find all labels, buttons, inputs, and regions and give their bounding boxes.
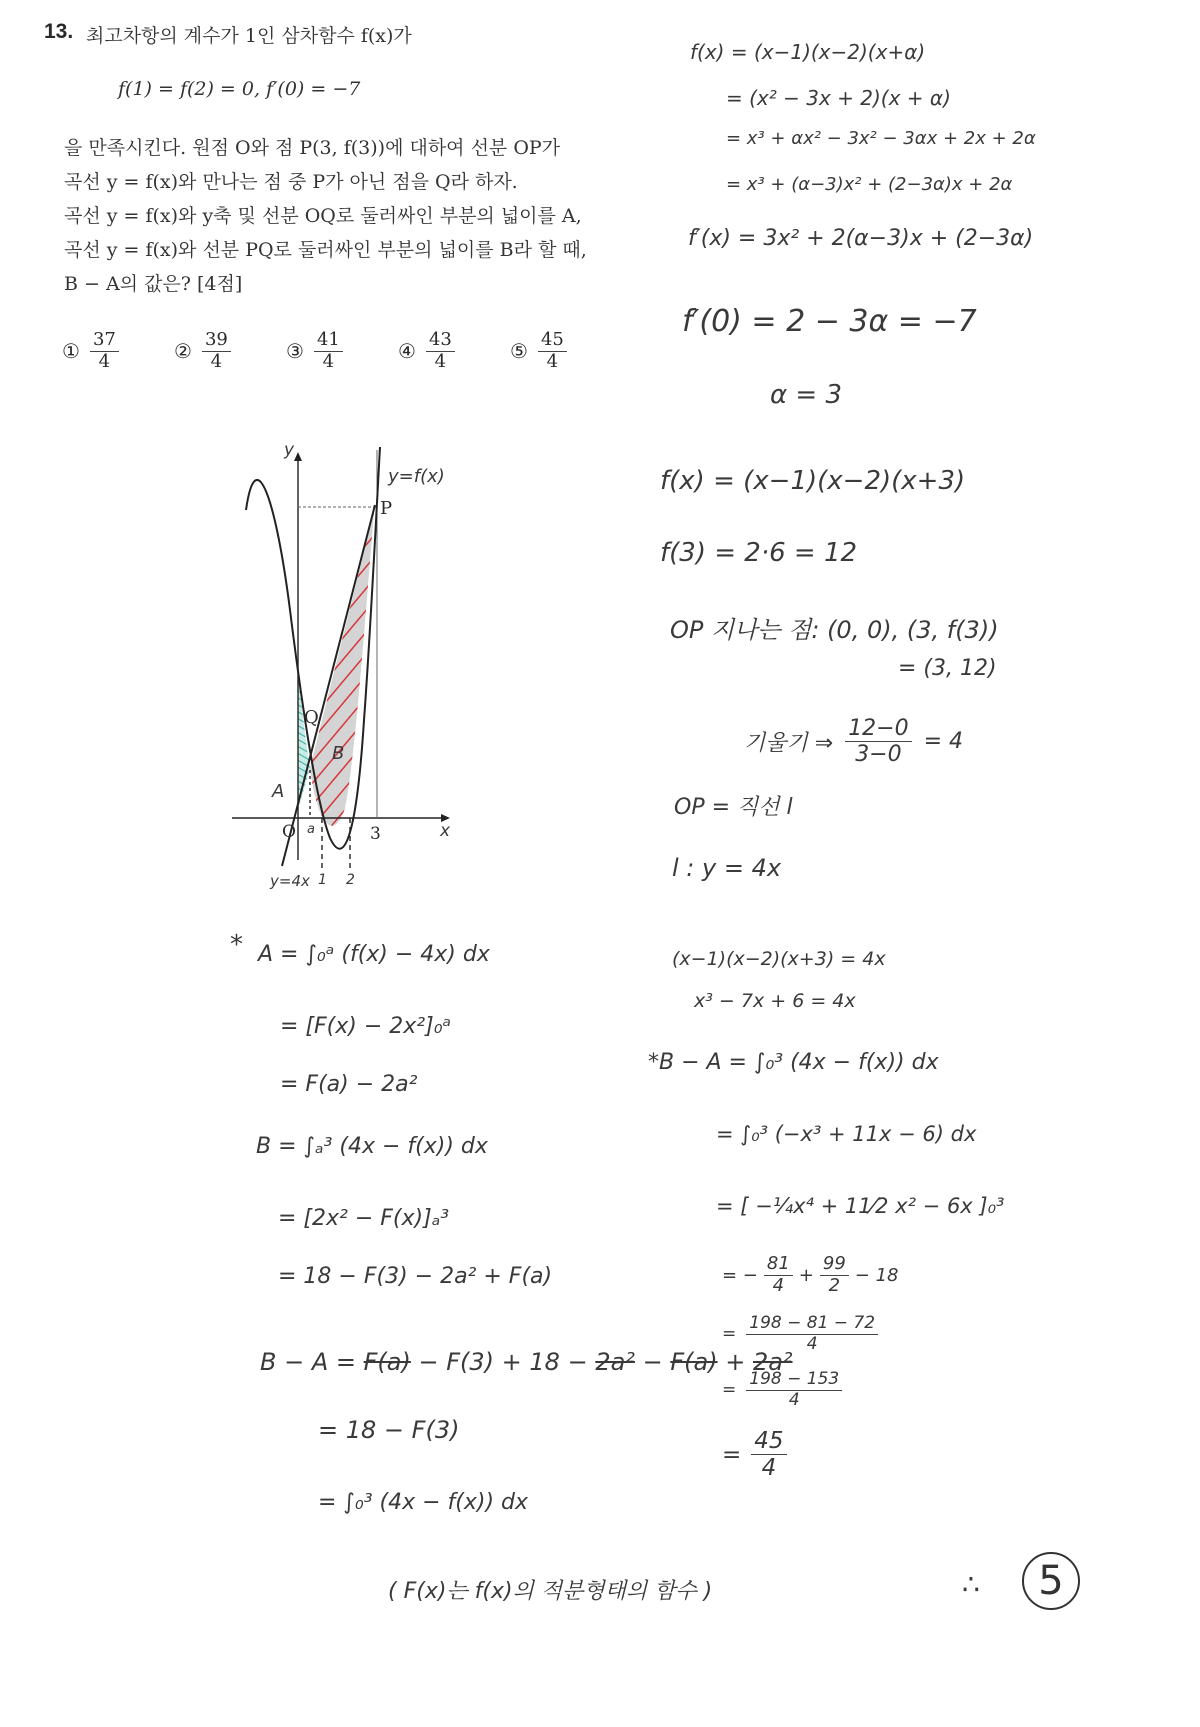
- problem-condition: f(1) = f(2) = 0, f′(0) = −7: [118, 78, 361, 100]
- work-r19: = − $\frac{81}{4}$ + $\frac{99}{2}$ − 18: [722, 1253, 899, 1296]
- choice-2-fraction: $\frac{39}{4}$: [202, 330, 231, 372]
- choice-3-mark: ③: [286, 339, 304, 364]
- work-r3: = x³ + αx² − 3x² − 3αx + 2x + 2α: [726, 128, 1036, 149]
- work-ba-line-2: = 18 − F(3): [318, 1416, 460, 1444]
- work-r6: f′(0) = 2 − 3α = −7: [682, 304, 977, 339]
- a-tick-label: a: [307, 822, 315, 837]
- function-graph: [0, 0, 660, 900]
- three-tick-label: 3: [370, 824, 381, 844]
- work-r16: *B − A = ∫₀³ (4x − f(x)) dx: [648, 1050, 939, 1075]
- work-a-line-2: = [F(x) − 2x²]₀ᵃ: [280, 1014, 452, 1039]
- two-tick-label: 2: [346, 872, 355, 888]
- work-r13: l : y = 4x: [672, 854, 782, 882]
- work-r5: f′(x) = 3x² + 2(α−3)x + (2−3α): [688, 226, 1034, 251]
- work-r4: = x³ + (α−3)x² + (2−3α)x + 2α: [726, 174, 1013, 195]
- work-b-line-3: = 18 − F(3) − 2a² + F(a): [278, 1264, 553, 1289]
- work-r14: (x−1)(x−2)(x+3) = 4x: [672, 948, 886, 970]
- choice-3-fraction: $\frac{41}{4}$: [314, 330, 343, 372]
- region-a-label: A: [272, 781, 285, 802]
- work-ba-line-1: B − A = F(a) − F(3) + 18 − 2a² − F(a) + 2a²: [260, 1348, 793, 1376]
- work-r21: = $\frac{198 - 153}{4}$: [722, 1370, 842, 1410]
- problem-line-3: 곡선 y = f(x)와 만나는 점 중 P가 아닌 점을 Q라 하자.: [64, 171, 518, 193]
- answer-circle: 5: [1022, 1552, 1080, 1610]
- choice-4-mark: ④: [398, 339, 416, 364]
- work-r18: = [ −¼x⁴ + 11⁄2 x² − 6x ]₀³: [716, 1194, 1005, 1218]
- choice-1-fraction: $\frac{37}{4}$: [90, 330, 119, 372]
- choice-2-mark: ②: [174, 339, 192, 364]
- origin-label: O: [282, 822, 296, 842]
- y-axis-arrow: [294, 452, 302, 461]
- work-r20: = $\frac{198 - 81 - 72}{4}$: [722, 1314, 878, 1354]
- work-r11: = (3, 12): [898, 656, 997, 681]
- slope-value: = 4: [923, 729, 964, 755]
- work-r1: f(x) = (x−1)(x−2)(x+α): [690, 40, 926, 64]
- curve-label: y=f(x): [388, 466, 445, 487]
- work-a-line-1: A = ∫₀ᵃ (f(x) − 4x) dx: [258, 942, 490, 967]
- work-ba-line-3: = ∫₀³ (4x − f(x)) dx: [318, 1490, 529, 1515]
- problem-line-6: B − A의 값은? [4점]: [64, 273, 243, 295]
- work-b-line-1: B = ∫ₐ³ (4x − f(x)) dx: [256, 1134, 488, 1159]
- x-axis-label: x: [440, 821, 451, 841]
- work-r8: f(x) = (x−1)(x−2)(x+3): [660, 466, 966, 496]
- slope-fraction: $\frac{12-0}{3-0}$: [845, 716, 911, 768]
- region-b-label: B: [332, 743, 345, 764]
- work-b-line-2: = [2x² − F(x)]ₐ³: [278, 1206, 450, 1231]
- slope-row: [744, 716, 963, 768]
- problem-line-4: 곡선 y = f(x)와 y축 및 선분 OQ로 둘러싸인 부분의 넓이를 A,: [64, 205, 582, 227]
- slope-label: 기울기 ⇒: [744, 731, 834, 757]
- choice-5-fraction: $\frac{45}{4}$: [538, 330, 567, 372]
- problem-line-5: 곡선 y = f(x)와 선분 PQ로 둘러싸인 부분의 넓이를 B라 할 때,: [64, 239, 587, 261]
- work-r2: = (x² − 3x + 2)(x + α): [726, 86, 951, 110]
- choice-1-mark: ①: [62, 339, 80, 364]
- line-label: y=4x: [270, 872, 310, 890]
- star-mark: *: [230, 930, 243, 960]
- work-r17: = ∫₀³ (−x³ + 11x − 6) dx: [716, 1122, 977, 1146]
- work-a-line-3: = F(a) − 2a²: [280, 1072, 418, 1097]
- problem-number: 13.: [44, 20, 74, 43]
- one-tick-label: 1: [318, 872, 327, 888]
- work-r7: α = 3: [770, 380, 842, 410]
- choice-4-fraction: $\frac{43}{4}$: [426, 330, 455, 372]
- work-r22: = $\frac{45}{4}$: [722, 1428, 787, 1482]
- work-r15: x³ − 7x + 6 = 4x: [694, 990, 856, 1012]
- footnote: ( F(x)는 f(x)의 적분형태의 함수 ): [388, 1579, 713, 1604]
- therefore-mark: ∴: [962, 1568, 980, 1601]
- problem-line-2: 을 만족시킨다. 원점 O와 점 P(3, f(3))에 대하여 선분 OP가: [64, 137, 561, 159]
- choice-5-mark: ⑤: [510, 339, 528, 364]
- work-r10: OP 지나는 점: (0, 0), (3, f(3)): [670, 616, 999, 644]
- point-q-label: Q: [304, 707, 319, 728]
- y-axis-label: y: [284, 440, 295, 460]
- point-p-label: P: [380, 498, 393, 519]
- work-r12: OP = 직선 l: [674, 795, 793, 820]
- work-r9: f(3) = 2·6 = 12: [660, 538, 858, 568]
- region-b: [310, 512, 374, 826]
- problem-line-1: 최고차항의 계수가 1인 삼차함수 f(x)가: [86, 25, 412, 47]
